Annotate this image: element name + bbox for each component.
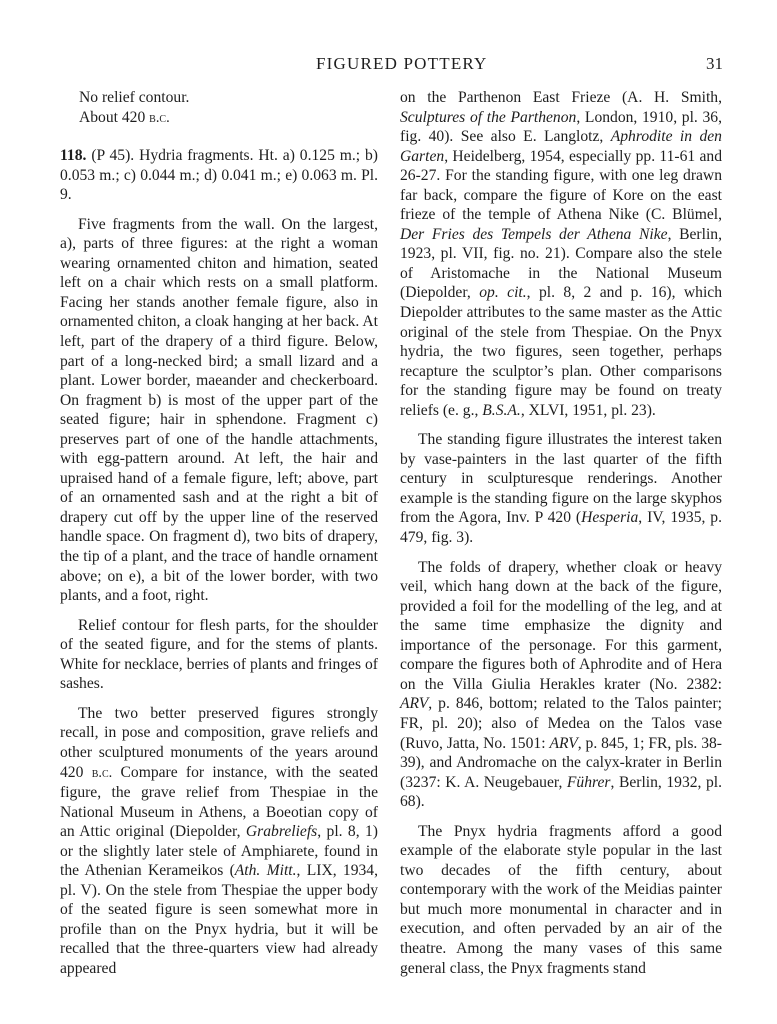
technique-paragraph: Relief contour for flesh parts, for the shoulder of the seated figure, and for the stems of plants. White for necklace, berries of plants and fringes of sashes. <box>60 616 378 693</box>
catalogue-number: 118. <box>60 147 87 165</box>
standing-figure-paragraph: The standing figure illustrates the interest taken by vase-painters in the last quarter of the fifth century in sculpturesque renderings. Another example is the standing figure on the large skyphos from the Agora, Inv. P 420 (Hesperia, IV, 1935, p. 479, fig. 3). <box>400 431 722 547</box>
page-header <box>0 54 777 80</box>
running-title: FIGURED POTTERY <box>316 54 488 73</box>
comparison-paragraph: The two better preserved figures strongly recall, in pose and composition, grave reliefs and other sculptured monuments of the years around 420 b.c. Compare for instance, with the seated figure, the grave relief from Thespiae in the National Museum in Athens, a Boeotian copy of an Attic original (Diepolder, Grabreliefs, pl. 8, 1) or the slightly later stele of Amphiarete, found in the Athenian Kerameikos (Ath. Mitt., LIX, 1934, pl. V). On the stele from Thespiae the upper body of the seated figure is seen somewhat more in profile than on the Pnyx hydria, but it will be recalled that the three-quarters view had already appeared <box>60 704 379 977</box>
catalogue-entry-118-heading: 118. (P 45). Hydria fragments. Ht. a) 0.125 m.; b) 0.053 m.; c) 0.044 m.; d) 0.041 m.; e) 0.063 m. Pl. 9. <box>60 147 378 204</box>
description-paragraph: Five fragments from the wall. On the largest, a), parts of three figures: at the right a woman wearing ornamented chiton and himation, seated left on a chair which rests on a small platform. Facing her stands another female figure, also in ornamented chiton, a cloak hanging at her back. At left, part of the drapery of a third figure. Below, part of a long-necked bird; a small lizard and a plant. Lower border, maeander and checkerboard. On fragment b) is most of the upper part of the seated figure; hair in sphendone. Fragment c) preserves part of one of the handle attachments, with egg-pattern around. At left, the hair and upraised hand of a female figure, left; above, part of an ornamented sash and at the right a bit of drapery cut off by the upper line of the reserved handle space. On fragment d), two bits of drapery, the tip of a plant, and the trace of handle ornament above; on e), a bit of the lower border, with two plants, and a foot, right. <box>60 215 378 605</box>
page-number: 31 <box>706 54 723 73</box>
continued-paragraph: on the Parthenon East Frieze (A. H. Smith, Sculptures of the Parthenon, London, 1910, pl. 36, fig. 40). See also E. Langlotz, Aphrodite in den Garten, Heidelberg, 1954, especially pp. 11-61 and 26-27. For the standing figure, with one leg drawn far back, compare the figure of Kore on the east frieze of the temple of Athena Nike (C. Blümel, Der Fries des Tempels der Athena Nike, Berlin, 1923, pl. VII, fig. no. 21). Compare also the stele of Aristomache in the National Museum (Diepolder, op. cit., pl. 8, 2 and p. 16), which Diepolder attributes to the same master as the Attic original of the stele from Thespiae. On the Pnyx hydria, the two figures, seen together, perhaps recapture the sculptor’s plan. Other comparisons for the standing figure may be found on treaty reliefs (e. g., B.S.A., XLVI, 1951, pl. 23). <box>400 89 723 419</box>
style-paragraph: The Pnyx hydria fragments afford a good example of the elaborate style popular in the last two decades of the fifth century, about contemporary with the work of the Meidias painter but much more monumental in character and in execution, and often pervaded by an air of the theatre. Among the many vases of this same general class, the Pnyx fragments stand <box>400 822 722 977</box>
left-column <box>60 88 378 979</box>
drapery-paragraph: The folds of drapery, whether cloak or heavy veil, which hang down at the back of the figure, provided a foil for the modelling of the leg, and at the same time emphasize the dignity and importance of the personage. For this garment, compare the figures both of Aphrodite and of Hera on the Villa Giulia Herakles krater (No. 2382: ARV, p. 846, bottom; related to the Talos painter; FR, pl. 20); also of Medea on the Talos vase (Ruvo, Jatta, No. 1501: ARV, p. 845, 1; FR, pls. 38-39), and Andromache on the calyx-krater in Berlin (3237: K. A. Neugebauer, Führer, Berlin, 1932, pl. 68). <box>400 558 722 811</box>
previous-entry-line-2: About 420 b.c. <box>79 108 170 126</box>
right-column <box>400 88 722 978</box>
previous-entry-line-1: No relief contour. <box>79 89 190 106</box>
